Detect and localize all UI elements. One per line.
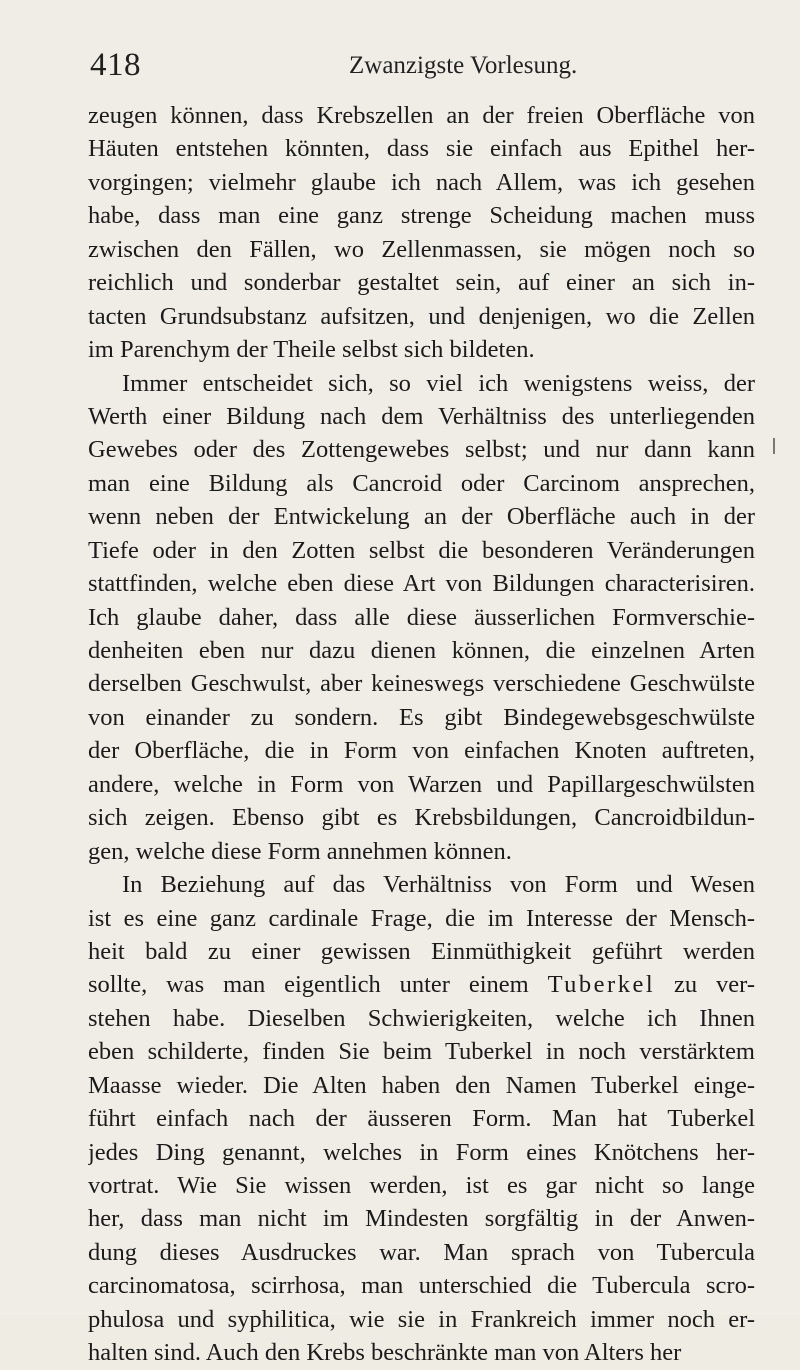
text-line: reichlich und sonderbar gestaltet sein, auf einer an sich in-	[88, 269, 755, 297]
text-line: her, dass man nicht im Mindesten sorgfältig in der Anwen-	[88, 1205, 755, 1233]
running-head	[90, 45, 750, 85]
text-line: Werth einer Bildung nach dem Verhältniss des unterliegenden	[88, 402, 755, 430]
text-line: ist es eine ganz cardinale Frage, die im Interesse der Mensch-	[88, 904, 755, 932]
text-line: zeugen können, dass Krebszellen an der freien Oberfläche von	[88, 102, 755, 129]
paragraph-first-line: In Beziehung auf das Verhältniss von Form und Wesen	[122, 871, 755, 899]
text-line: wenn neben der Entwickelung an der Oberfläche auch in der	[88, 503, 755, 531]
text-line: derselben Geschwulst, aber keineswegs verschiedene Geschwülste	[88, 670, 755, 698]
text-line: tacten Grundsubstanz aufsitzen, und denjenigen, wo die Zellen	[88, 302, 755, 330]
text-line: man eine Bildung als Cancroid oder Carcinom ansprechen,	[88, 469, 755, 497]
text-line: führt einfach nach der äusseren Form. Man hat Tuberkel	[88, 1105, 755, 1133]
text-line: halten sind. Auch den Krebs beschränkte man von Alters her	[88, 1339, 682, 1367]
text-line: carcinomatosa, scirrhosa, man unterschied die Tubercula scro-	[88, 1272, 755, 1300]
text-line: zwischen den Fällen, wo Zellenmassen, sie mögen noch so	[88, 235, 755, 263]
text-fragment: zu ver-	[655, 971, 755, 999]
text-line: der Oberfläche, die in Form von einfachen Knoten auftreten,	[88, 737, 755, 765]
text-line: Tiefe oder in den Zotten selbst die besonderen Veränderungen	[88, 536, 755, 564]
running-title: Zwanzigste Vorlesung.	[349, 52, 578, 79]
page-number: 418	[90, 47, 141, 83]
text-line-with-term	[88, 968, 755, 1001]
text-line: stehen habe. Dieselben Schwierigkeiten, welche ich Ihnen	[88, 1004, 755, 1032]
text-line: eben schilderte, finden Sie beim Tuberkel in noch verstärktem	[88, 1038, 755, 1066]
text-fragment: sollte, was man eigentlich unter einem	[88, 971, 548, 999]
text-line: Maasse wieder. Die Alten haben den Namen Tuberkel einge-	[88, 1071, 755, 1099]
paragraph-first-line: Immer entscheidet sich, so viel ich wenigstens weiss, der	[122, 369, 755, 397]
text-line: andere, welche in Form von Warzen und Papillargeschwülsten	[88, 770, 755, 798]
text-line: habe, dass man eine ganz strenge Scheidung machen muss	[88, 202, 755, 230]
text-line: stattfinden, welche eben diese Art von Bildungen characterisiren.	[88, 570, 755, 598]
text-line: vorgingen; vielmehr glaube ich nach Allem, was ich gesehen	[88, 168, 755, 196]
text-line: Gewebes oder des Zottengewebes selbst; und nur dann kann	[88, 436, 755, 464]
text-line: Häuten entstehen könnten, dass sie einfach aus Epithel her-	[88, 135, 755, 163]
text-line: im Parenchym der Theile selbst sich bildeten.	[88, 336, 535, 364]
text-line: denheiten eben nur dazu dienen können, die einzelnen Arten	[88, 637, 755, 664]
text-line: heit bald zu einer gewissen Einmüthigkeit geführt werden	[88, 937, 755, 965]
text-line: Ich glaube daher, dass alle diese äusserlichen Formverschie-	[88, 603, 755, 631]
text-line: dung dieses Ausdruckes war. Man sprach von Tubercula	[88, 1238, 755, 1266]
text-line: sich zeigen. Ebenso gibt es Krebsbildungen, Cancroidbildun-	[88, 804, 755, 832]
spaced-term-tuberkel: Tuberkel	[547, 971, 656, 999]
text-line: vortrat. Wie Sie wissen werden, ist es gar nicht so lange	[88, 1172, 755, 1199]
text-line: phulosa und syphilitica, wie sie in Frankreich immer noch er-	[88, 1305, 755, 1333]
text-line: von einander zu sondern. Es gibt Bindegewebsgeschwülste	[88, 703, 755, 731]
text-line: gen, welche diese Form annehmen können.	[88, 837, 512, 865]
body-text	[88, 99, 755, 1370]
margin-mark	[773, 438, 775, 454]
text-line: jedes Ding genannt, welches in Form eines Knötchens her-	[88, 1138, 755, 1166]
